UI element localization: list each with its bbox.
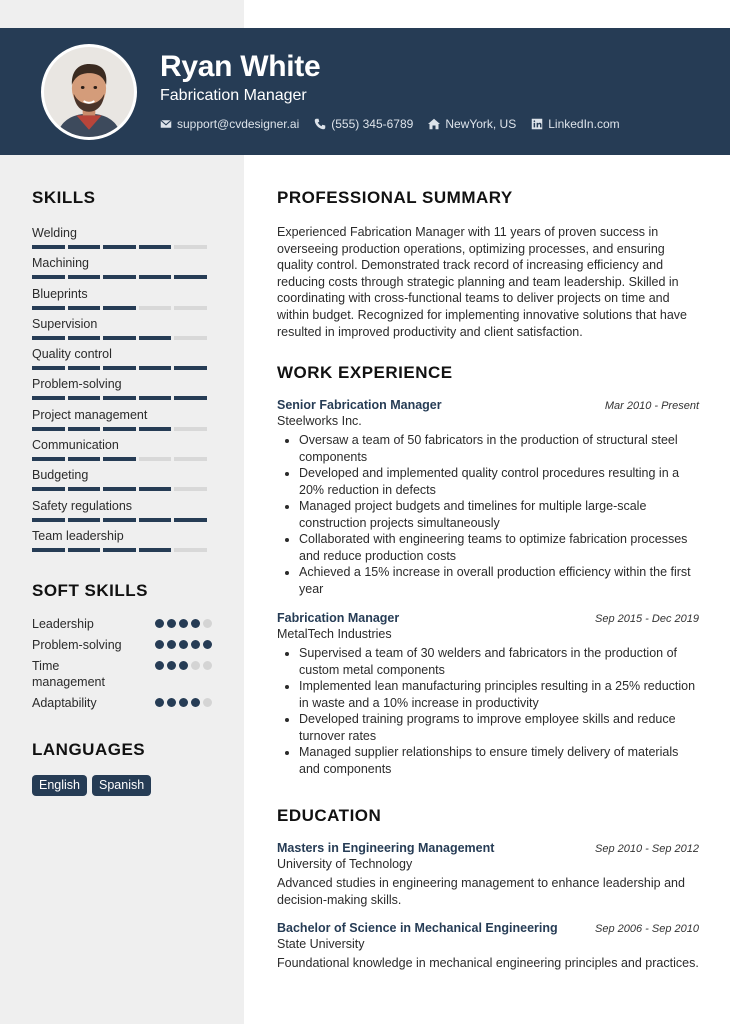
school-name: State University — [277, 937, 365, 951]
skill-name: Machining — [32, 256, 89, 271]
soft-skill-name: Time management — [32, 659, 105, 689]
skill-level-bar — [32, 275, 212, 279]
skill-level-segment — [139, 518, 172, 522]
skill-level-segment — [32, 487, 65, 491]
job-bullet: • Oversaw a team of 50 fabricators in the production of structural steel components — [299, 432, 699, 465]
rating-dot — [167, 661, 176, 670]
rating-dot — [203, 661, 212, 670]
skill-level-segment — [174, 366, 207, 370]
skill-level-bar — [32, 427, 212, 431]
rating-dot — [191, 640, 200, 649]
skill-level-bar — [32, 245, 212, 249]
job-bullet: • Collaborated with engineering teams to optimize fabrication processes and reduce production costs — [299, 531, 699, 564]
rating-dot — [155, 640, 164, 649]
soft-skill-rating — [152, 619, 212, 628]
job-bullet: • Implemented lean manufacturing principles resulting in a 25% reduction in waste and a 10% increase in productivity — [299, 678, 699, 711]
language-badge: English — [32, 775, 87, 796]
education-entry — [277, 921, 699, 972]
soft-skills-list — [32, 616, 212, 716]
skill-level-segment — [103, 487, 136, 491]
soft-skill-rating — [152, 640, 212, 649]
skill-level-bar — [32, 396, 212, 400]
skill-item — [32, 317, 212, 347]
skill-level-segment — [32, 306, 65, 310]
skill-level-segment — [103, 366, 136, 370]
degree-title: Masters in Engineering Management — [277, 841, 495, 855]
language-badge: Spanish — [92, 775, 151, 796]
contact-phone-text: (555) 345-6789 — [331, 117, 414, 131]
job-bullet: • Supervised a team of 30 welders and fabricators in the production of custom metal components — [299, 645, 699, 678]
skill-level-bar — [32, 457, 212, 461]
skill-level-segment — [174, 275, 207, 279]
skill-level-segment — [139, 275, 172, 279]
skill-name: Blueprints — [32, 286, 88, 301]
skill-level-segment — [174, 457, 207, 461]
skill-level-segment — [174, 427, 207, 431]
skill-item — [32, 287, 212, 317]
experience-heading: WORK EXPERIENCE — [277, 363, 453, 382]
summary-text: Experienced Fabrication Manager with 11 years of proven success in overseeing production operations, optimizing processes, and ensuring quality control. Demonstrated track record of increasing efficiency and reducing costs through strategic planning and team leadership. Skilled in coordinating with cross-functional teams to deliver projects on time and within budget. Recognized for implementing innovative solutions that have resulted in improved productivity and client satisfaction. — [277, 225, 687, 339]
skill-item — [32, 468, 212, 498]
job-bullets — [277, 645, 699, 777]
skill-level-segment — [68, 518, 101, 522]
rating-dot — [179, 640, 188, 649]
skill-level-segment — [139, 336, 172, 340]
skill-item — [32, 347, 212, 377]
skill-level-segment — [103, 306, 136, 310]
job-position-title: Fabrication Manager — [277, 611, 400, 625]
skill-level-segment — [32, 275, 65, 279]
summary-heading: PROFESSIONAL SUMMARY — [277, 188, 513, 207]
job-title: Fabrication Manager — [160, 87, 307, 104]
skill-level-segment — [103, 427, 136, 431]
soft-skill-name: Problem-solving — [32, 638, 122, 652]
education-entry — [277, 841, 699, 908]
skill-level-segment — [174, 548, 207, 552]
soft-skills-heading: SOFT SKILLS — [32, 581, 148, 600]
soft-skill-rating — [152, 698, 212, 707]
soft-skill-item — [32, 616, 212, 632]
skill-level-segment — [32, 548, 65, 552]
contact-linkedin[interactable] — [531, 117, 619, 131]
skill-name: Project management — [32, 407, 148, 422]
job-entry — [277, 398, 699, 597]
skill-level-segment — [174, 518, 207, 522]
email-icon — [160, 118, 172, 130]
skill-name: Problem-solving — [32, 377, 122, 392]
contact-location-text: NewYork, US — [445, 117, 517, 131]
skill-level-segment — [68, 275, 101, 279]
education-date: Sep 2006 - Sep 2010 — [595, 923, 699, 935]
job-bullet: • Managed project budgets and timelines for multiple large-scale construction projects simultaneously — [299, 498, 699, 531]
job-company: Steelworks Inc. — [277, 414, 362, 428]
avatar — [41, 44, 137, 140]
skill-level-bar — [32, 336, 212, 340]
rating-dot — [179, 661, 188, 670]
contact-info — [160, 117, 635, 131]
soft-skill-item — [32, 695, 212, 711]
skill-level-segment — [68, 487, 101, 491]
languages-list — [32, 775, 156, 796]
skill-name: Communication — [32, 438, 119, 453]
job-bullet: • Managed supplier relationships to ensure timely delivery of materials and components — [299, 744, 699, 777]
skill-item — [32, 226, 212, 256]
rating-dot — [167, 619, 176, 628]
skill-level-segment — [68, 457, 101, 461]
contact-phone[interactable] — [314, 117, 413, 131]
candidate-name: Ryan White — [160, 50, 321, 83]
portrait-photo — [44, 47, 134, 137]
rating-dot — [155, 661, 164, 670]
skill-level-segment — [68, 306, 101, 310]
job-bullet: • Developed training programs to improve employee skills and reduce turnover rates — [299, 711, 699, 744]
skill-level-segment — [174, 336, 207, 340]
header-banner — [0, 28, 730, 155]
languages-heading: LANGUAGES — [32, 740, 146, 759]
job-position-title: Senior Fabrication Manager — [277, 398, 442, 412]
rating-dot — [167, 698, 176, 707]
rating-dot — [203, 640, 212, 649]
skill-item — [32, 408, 212, 438]
contact-location — [428, 117, 516, 131]
skill-level-bar — [32, 366, 212, 370]
skill-level-segment — [32, 245, 65, 249]
skill-name: Supervision — [32, 316, 98, 331]
skill-level-segment — [139, 487, 172, 491]
skill-item — [32, 438, 212, 468]
job-bullet: • Developed and implemented quality control procedures resulting in a 20% reduction in defects — [299, 465, 699, 498]
soft-skill-name: Adaptability — [32, 696, 97, 710]
skill-level-segment — [174, 245, 207, 249]
skill-level-segment — [68, 245, 101, 249]
skill-level-segment — [103, 396, 136, 400]
skill-item — [32, 529, 212, 559]
skills-list — [32, 226, 212, 559]
skill-name: Welding — [32, 226, 77, 240]
skill-level-segment — [139, 396, 172, 400]
phone-icon — [314, 118, 326, 130]
skill-level-segment — [68, 366, 101, 370]
rating-dot — [191, 698, 200, 707]
skill-level-segment — [32, 336, 65, 340]
skill-level-segment — [139, 548, 172, 552]
degree-title: Bachelor of Science in Mechanical Engineering — [277, 921, 558, 935]
skill-item — [32, 499, 212, 529]
skill-name: Safety regulations — [32, 498, 133, 513]
rating-dot — [155, 619, 164, 628]
job-company: MetalTech Industries — [277, 627, 392, 641]
skills-heading: SKILLS — [32, 188, 96, 207]
rating-dot — [179, 619, 188, 628]
soft-skill-name: Leadership — [32, 617, 94, 631]
skill-level-segment — [32, 427, 65, 431]
skill-level-bar — [32, 518, 212, 522]
skill-level-segment — [68, 427, 101, 431]
skill-item — [32, 377, 212, 407]
school-name: University of Technology — [277, 857, 413, 871]
skill-level-bar — [32, 487, 212, 491]
rating-dot — [203, 698, 212, 707]
contact-email[interactable] — [160, 117, 299, 131]
rating-dot — [191, 619, 200, 628]
skill-level-segment — [32, 366, 65, 370]
job-entry — [277, 611, 699, 777]
skill-level-bar — [32, 548, 212, 552]
soft-skill-item — [32, 637, 212, 653]
skill-name: Team leadership — [32, 528, 124, 543]
skill-level-segment — [103, 457, 136, 461]
skill-level-segment — [103, 518, 136, 522]
skill-level-segment — [139, 306, 172, 310]
skill-level-segment — [103, 548, 136, 552]
skill-level-segment — [32, 457, 65, 461]
skill-level-segment — [32, 396, 65, 400]
soft-skill-rating — [152, 661, 212, 670]
job-bullet: • Achieved a 15% increase in overall production efficiency within the first year — [299, 564, 699, 597]
rating-dot — [203, 619, 212, 628]
home-icon — [428, 118, 440, 130]
contact-email-text: support@cvdesigner.ai — [177, 117, 300, 131]
rating-dot — [179, 698, 188, 707]
skill-name: Budgeting — [32, 468, 89, 483]
skill-level-segment — [68, 396, 101, 400]
skill-level-segment — [174, 487, 207, 491]
skill-level-segment — [139, 427, 172, 431]
skill-level-segment — [139, 366, 172, 370]
skill-level-segment — [103, 275, 136, 279]
rating-dot — [155, 698, 164, 707]
skill-level-segment — [139, 245, 172, 249]
skill-level-segment — [139, 457, 172, 461]
skill-level-bar — [32, 306, 212, 310]
skill-name: Quality control — [32, 347, 112, 362]
job-date: Mar 2010 - Present — [604, 400, 699, 412]
education-date: Sep 2010 - Sep 2012 — [595, 843, 699, 855]
soft-skill-item — [32, 658, 212, 690]
education-description: Foundational knowledge in mechanical engineering principles and practices. — [277, 956, 699, 970]
skill-level-segment — [174, 396, 207, 400]
contact-linkedin-text: LinkedIn.com — [548, 117, 620, 131]
job-bullets — [277, 432, 699, 597]
education-description: Advanced studies in engineering management to enhance leadership and decision-making skills. — [277, 876, 685, 907]
skill-level-segment — [103, 336, 136, 340]
skill-level-segment — [103, 245, 136, 249]
skill-item — [32, 256, 212, 286]
skill-level-segment — [174, 306, 207, 310]
skill-level-segment — [68, 336, 101, 340]
skill-level-segment — [32, 518, 65, 522]
rating-dot — [191, 661, 200, 670]
rating-dot — [167, 640, 176, 649]
linkedin-icon — [531, 118, 543, 130]
job-date: Sep 2015 - Dec 2019 — [595, 613, 699, 625]
education-heading: EDUCATION — [277, 806, 382, 825]
skill-level-segment — [68, 548, 101, 552]
